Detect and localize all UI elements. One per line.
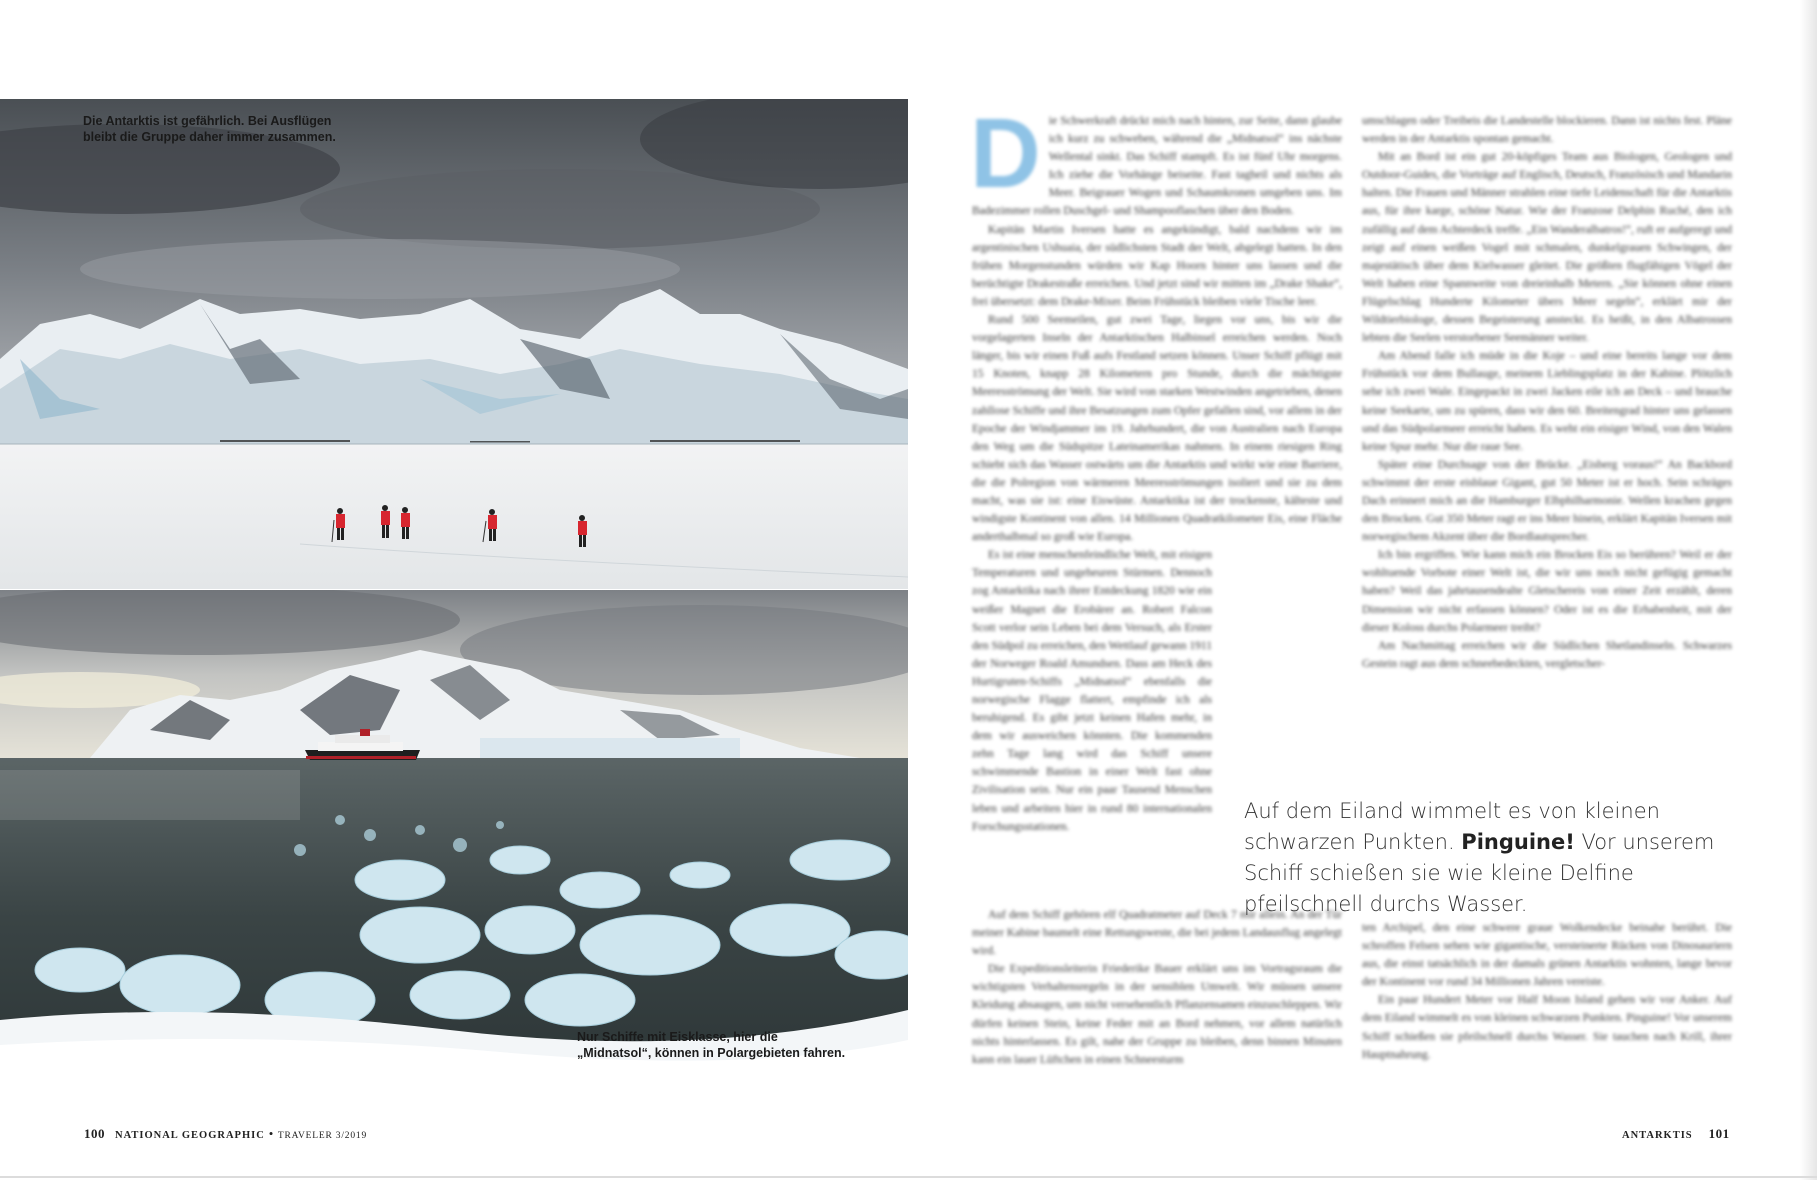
- photo-caption-hikers: Die Antarktis ist gefährlich. Bei Ausflügen bleibt die Gruppe daher immer zusammen.: [83, 114, 336, 144]
- footer-left: [84, 1126, 367, 1142]
- article-paragraph: Kapitän Martin Iversen hatte es angekündigt, bald nachdem wir im argentinischen Ushuaia, der südlichsten Stadt der Welt, abgelegt hatten. In den frühen Morgenstunden würden wir Kap Hoorn hinter uns lassen und die berüchtigte Drakestraße erreichen. Und jetzt sind wir mitten im „Drake Shake“, frei übersetzt: dem Drake-Mixer. Beim Frühstück bleiben viele Tische leer.: [972, 223, 1342, 308]
- footer-separator: •: [268, 1126, 274, 1141]
- article-paragraph: Am Nachmittag erreichen wir die Südlichen Shetlandinseln. Schwarzes Gestein ragt aus dem schneebedeckten, vergletscher-: [1362, 639, 1732, 670]
- article-paragraph: Ein paar Hundert Meter vor Half Moon Island gehen wir vor Anker. Auf dem Eiland wimmelt es von kleinen schwarzen Punkten. Pinguine! Vor unserem Schiff schießen sie pfeilschnell durchs Wasser. Sie tauchen nach Krill, ihrer Hauptnahrung.: [1362, 994, 1732, 1061]
- issue-label: TRAVELER 3/2019: [277, 1131, 367, 1141]
- page-edge: [1800, 0, 1817, 1180]
- article-paragraph: ie Schwerkraft drückt mich nach hinten, zur Seite, dann glaube ich kurz zu schweben, während die „Midnatsol“ ins nächste Wellental sinkt. Das Schiff stampft. Es ist fünf Uhr morgens. Ich ziehe die Vorhänge beiseite. Fast tagheil und nichts als Meer. Beigrauer Wogen und Schaumkronen umgeben uns. Im Badezimmer rollen Duschgel- und Shampooflaschen über den Boden.: [972, 115, 1342, 218]
- hikers-illustration: [0, 99, 908, 589]
- page-number-right: 101: [1708, 1126, 1730, 1141]
- article-column-2: [1362, 112, 1732, 673]
- article-paragraph: Am Abend falle ich müde in die Koje – und eine bereits lange vor dem Frühstück vor dem Bullauge, meinem Lieblingsplatz in der Kabine. Plötzlich sehe ich zwei Wale. Eingepackt in zwei Jacken eile ich an Deck – und brauche keine Seekarte, um zu spüren, dass wir den 60. Breitengrad hinter uns gelassen und das Südpolarmeer erreicht haben. Es weht ein eisiger Wind, von den Walen keine Spur mehr. Nur die raue See.: [1362, 350, 1732, 453]
- section-label: ANTARKTIS: [1622, 1130, 1693, 1141]
- article-column-1: [970, 98, 1342, 836]
- footer-right: [1622, 1126, 1740, 1142]
- photo-hikers-snowfield: [0, 99, 908, 589]
- magazine-brand: NATIONAL GEOGRAPHIC: [115, 1130, 265, 1141]
- article-paragraph: umschlagen oder Treibeis die Landestelle blockieren. Dann ist nichts fest. Pläne werden in der Antarktis spontan gemacht.: [1362, 115, 1732, 146]
- page-bottom-edge: [0, 1176, 1817, 1178]
- drop-cap: D: [970, 98, 1041, 208]
- article-paragraph: Es ist eine menschenfeindliche Welt, mit eisigen Temperaturen und ungeheuren Stürmen. Dennoch zog Antarktika nach ihrer Entdeckung 1820 wie ein weißer Magnet die Erobärer an. Robert Falcon Scott verlor sein Leben bei dem Versuch, als Erster den Südpol zu erreichen, den Wettlauf gewann 1911 der Norweger Roald Amundsen. Dass am Heck des Hurtigruten-Schiffs „Midnatsol“ ebenfalls die norwegische Flagge flattert, empfinde ich als beruhigend. Es gibt jetzt keinen Hafen mehr, in dem wir ausweichen könnten. Die kommenden zehn Tage lang wird das Schiff unsere schwimmende Bastion in einer Welt fast ohne Zivilisation sein. Nur ein paar Tausend Menschen leben und arbeiten hier in rund 80 internationalen Forschungsstationen.: [972, 549, 1212, 833]
- photo-caption-ship: Nur Schiffe mit Eisklasse, hier die „Midnatsol“, können in Polargebieten fahren.: [577, 1030, 846, 1060]
- article-paragraph: Später eine Durchsage von der Brücke. „Eisberg voraus!“ An Backbord schwimmt der erste eisblaue Gigant, gut 50 Meter ist er hoch. Sein schräges Dach erinnert mich an die Hamburger Elbphilharmonie. Wellen krachen gegen den Brocken. Gut 350 Meter ragt er ins Meer hinein, erklärt Kapitän Iversen mit norwegischem Akzent über die Bordlautsprecher.: [1362, 458, 1732, 544]
- article-paragraph: Mit an Bord ist ein gut 20-köpfiges Team aus Biologen, Geologen und Outdoor-Guides, die Vorträge auf Englisch, Deutsch, Französisch und Mandarin halten. Die Frauen und Männer strahlen eine tiefe Leidenschaft für die Antarktis aus, für ihre karge, schöne Natur. Wie der Franzose Delphin Ruché, den ich zufällig auf dem Achterdeck treffe. „Ein Wanderalbatros!“, ruft er aufgeregt und zeigt auf einen weißen Vogel mit schmalen, dunkelgrauen Schwingen, der majestätisch über dem Kielwasser gleitet. Die größten flugfähigen Vögel der Welt haben eine Spannweite von dreieinhalb Metern. „Sie können ohne einen Flügelschlag Hunderte Kilometer übers Meer segeln“, erklärt mir der Wildtierbiologe, dessen Begeisterung ansteckt. Es heißt, in den Albatrossen lebten die Seelen verstorbener Seemänner weiter.: [1362, 151, 1732, 345]
- pull-quote: [1244, 796, 1744, 920]
- photo-ship-ice: [0, 590, 908, 1078]
- pull-quote-text-start: Auf dem Eiland wimmelt es von kleinen schwarzen Punkten.: [1244, 799, 1660, 854]
- article-paragraph: ten Archipel, den eine schwere graue Wolkendecke beinahe berührt. Die schroffen Felsen sehen wie gigantische, versteinerte Rücken von Dinosauriern aus, die einst tatsächlich in der damals grünen Antarktis wohnten, lange bevor der Kontinent vor rund 34 Millionen Jahren vereiste.: [1362, 922, 1732, 989]
- pull-quote-text-end: Vor unserem Schiff schießen sie wie kleine Delfine pfeilschnell durchs Wasser.: [1244, 830, 1715, 916]
- article-paragraph: Rund 500 Seemeilen, gut zwei Tage, liegen vor uns, bis wir die vorgelagerten Inseln der Antarktischen Halbinsel erreichen werden. Noch länger, bis wir einen Fuß aufs Festland setzen können. Unser Schiff pflügt mit 15 Knoten, knapp 28 Kilometern pro Stunde, durch die mächtigste Meeresströmung der Welt. Sie wird von starken Westwinden angetrieben, denen zahllose Schiffe und ihre Besatzungen zum Opfer gefallen sind, vor allem in der Epoche der Windjammer im 19. Jahrhundert, die von Australien nach Europa den Weg um die Südspitze Lateinamerikas nahmen. In einem riesigen Ring schiebt sich das Wasser ostwärts um die Antarktis und wirkt wie eine Barriere, die die Polregion von wärmeren Meeresströmungen isoliert und sie zu dem macht, was sie ist: eine Eiswüste. Antarktika ist der trockenste, kälteste und windigste Kontinent von allen. 14 Millionen Quadratkilometer Eis, eine Fläche anderthalbmal so groß wie Europa.: [972, 314, 1342, 544]
- article-paragraph: Die Expeditionsleiterin Friederike Bauer erklärt uns im Vortragsraum die wichtigsten Verhaltensregeln in der sensiblen Umwelt. Wir müssen unsere Kleidung absaugen, um nicht versehentlich Pflanzensamen einzuschleppen. Wir dürfen keinen Stein, keine Feder mit an Bord nehmen, vor allem natürlich nichts hinterlassen. Es gilt, nahe der Gruppe zu bleiben, denn binnen Minuten kann ein lauer Lüftchen in einen Schneesturm: [972, 963, 1342, 1066]
- article-column-1-lower: [972, 906, 1342, 1069]
- article-paragraph: Auf dem Schiff gehören elf Quadratmeter auf Deck 7 mir allein. An der Tür meiner Kabine baumelt eine Rettungsweste, die bei jedem Landausflug angelegt wird.: [972, 909, 1342, 958]
- article-paragraph: Ich bin ergriffen. Wie kann mich ein Brocken Eis so berühren? Weil er der wohltuende Vorbote einer Welt ist, die wir uns noch nicht gefügig gemacht haben? Weil das jahrtausendealte Gletschereis von einer Zeit erzählt, deren Dimension wir nicht erfassen können? Oder ist es die Erhabenheit, mit der dieser Koloss durchs Polarmeer treibt?: [1362, 549, 1732, 634]
- article-column-2-lower: [1362, 919, 1732, 1064]
- page-number-left: 100: [84, 1126, 105, 1141]
- ship-illustration: [0, 590, 908, 1078]
- pull-quote-emphasis: Pinguine!: [1461, 830, 1575, 854]
